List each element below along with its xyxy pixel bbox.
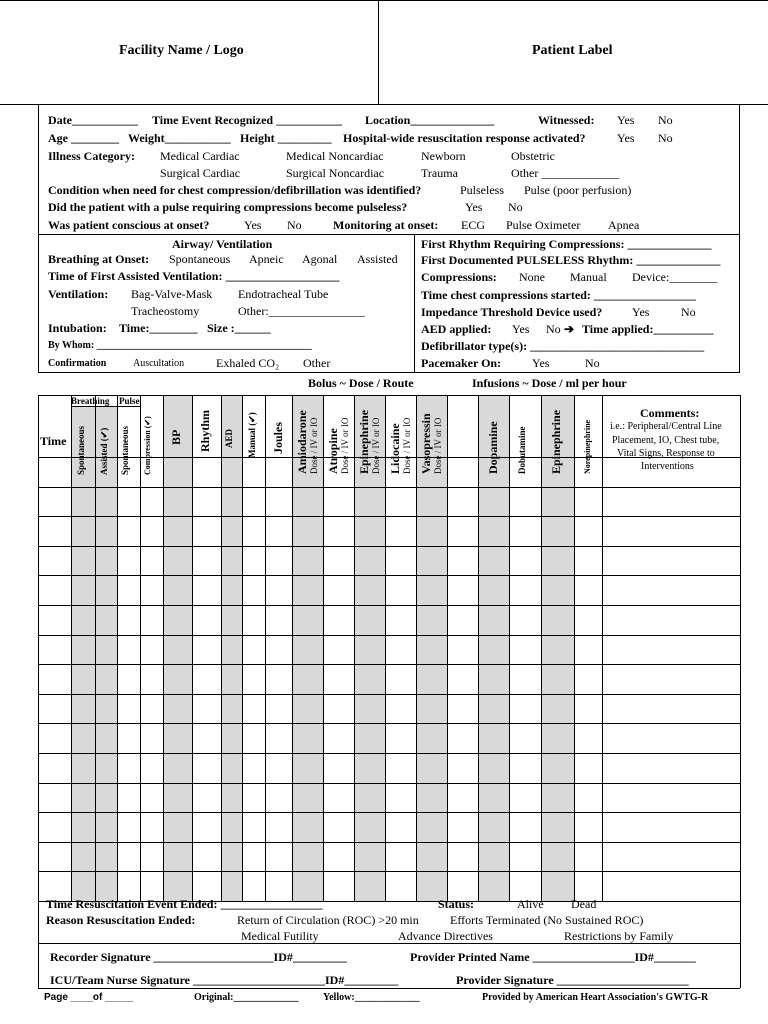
col-rhythm: Rhythm <box>198 409 212 452</box>
grid-column-line <box>95 395 96 901</box>
grid-column-line <box>38 395 39 901</box>
illness-newborn[interactable]: Newborn <box>421 149 466 163</box>
yellow-field[interactable]: Yellow:_____________ <box>323 992 420 1003</box>
grid-top-line <box>38 395 740 396</box>
grid-row-line <box>38 487 740 488</box>
col-atropine: Atropine <box>326 428 340 474</box>
col-dobutamine: Dobutamine <box>517 426 527 474</box>
grid-column-line <box>292 395 293 901</box>
grid-row-line <box>38 516 740 517</box>
by-whom-field[interactable]: By Whom: ___________________________________________ <box>48 340 312 351</box>
first-rhythm-field[interactable]: First Rhythm Requiring Compressions: ______________ <box>421 237 712 251</box>
confirmation-other[interactable]: Other <box>303 356 331 370</box>
time-compressions-field[interactable]: Time chest compressions started: _________________ <box>421 288 696 302</box>
grid-row-line <box>38 753 740 754</box>
grid-row-line <box>38 605 740 606</box>
intubation-time[interactable]: Time:________ <box>119 321 198 335</box>
col-dopamine: Dopamine <box>486 421 500 474</box>
col-lidocaine-route: Dose / IV or IO <box>402 417 412 474</box>
signature-top-border <box>38 943 740 944</box>
conscious-question: Was patient conscious at onset? <box>48 218 210 232</box>
col-atropine-route: Dose / IV or IO <box>340 417 350 474</box>
comments-hint-1: i.e.: Peripheral/Central Line <box>610 421 722 432</box>
weight-field[interactable]: Weight___________ <box>128 131 231 145</box>
illness-category-label: Illness Category: <box>48 149 135 163</box>
time-ended-field[interactable]: Time Resuscitation Event Ended: _________________ <box>46 897 323 911</box>
col-amiodarone-route: Dose / IV or IO <box>309 417 319 474</box>
illness-surgical-cardiac[interactable]: Surgical Cardiac <box>160 166 241 180</box>
grid-column-line <box>242 395 243 901</box>
grid-column-line <box>478 395 479 901</box>
confirmation-exhaled[interactable]: Exhaled CO₂ <box>216 356 280 370</box>
col-bp: BP <box>169 429 183 445</box>
aed-applied-no[interactable]: No <box>546 322 561 336</box>
itd-no[interactable]: No <box>681 305 696 319</box>
grid-row-line <box>38 723 740 724</box>
shaded-column <box>221 395 242 901</box>
grid-row-line <box>38 664 740 665</box>
illness-medical-noncardiac[interactable]: Medical Noncardiac <box>286 149 384 163</box>
col-vasopressin-route: Dose / IV or IO <box>433 417 443 474</box>
signature-right-border <box>740 943 741 988</box>
breathing-onset-label: Breathing at Onset: <box>48 252 150 266</box>
pacemaker-no[interactable]: No <box>585 356 600 370</box>
condition-question: Condition when need for chest compression/defibrillation was identified? <box>48 183 422 197</box>
grid-column-line <box>541 395 542 901</box>
breathing-spontaneous[interactable]: Spontaneous <box>169 252 231 266</box>
grid-column-line <box>447 395 448 901</box>
status-label: Status: <box>438 897 475 911</box>
compressions-label: Compressions: <box>421 270 497 284</box>
aed-applied-label: AED applied: <box>421 322 492 336</box>
reason-futility[interactable]: Medical Futility <box>241 929 319 943</box>
grid-row-line <box>38 812 740 813</box>
intubation-label: Intubation: <box>48 321 107 335</box>
col-aed: AED <box>224 428 234 448</box>
col-breathing-spontaneous: Spontaneous <box>76 425 86 475</box>
became-pulseless-yes[interactable]: Yes <box>465 200 483 214</box>
witnessed-label: Witnessed: <box>538 113 595 127</box>
col-epinephrine-route: Dose / IV or IO <box>371 417 381 474</box>
grid-column-line <box>323 395 324 901</box>
grid-row-line <box>38 842 740 843</box>
grid-column-line <box>509 395 510 901</box>
bolus-header: Bolus ~ Dose / Route <box>308 376 414 390</box>
illness-trauma[interactable]: Trauma <box>421 166 458 180</box>
grid-column-line <box>71 395 72 901</box>
icu-nurse-signature[interactable]: ICU/Team Nurse Signature ______________________ID#_________ <box>50 973 399 987</box>
grid-column-line <box>192 395 193 901</box>
reason-roc[interactable]: Return of Circulation (ROC) >20 min <box>237 913 419 927</box>
compressions-device[interactable]: Device:________ <box>632 270 718 284</box>
illness-surgical-noncardiac[interactable]: Surgical Noncardiac <box>286 166 385 180</box>
became-pulseless-question: Did the patient with a pulse requiring compressions become pulseless? <box>48 200 408 214</box>
ventilation-label: Ventilation: <box>48 287 109 301</box>
col-breathing-assisted: Assisted (✔) <box>99 427 109 475</box>
grid-column-line <box>416 395 417 901</box>
shaded-column <box>95 406 117 901</box>
provided-by: Provided by American Heart Association's GWTG-R <box>482 992 709 1003</box>
comments-title: Comments: <box>640 406 700 420</box>
illness-obstetric[interactable]: Obstetric <box>511 149 555 163</box>
compressions-manual[interactable]: Manual <box>570 270 607 284</box>
date-field[interactable]: Date___________ <box>48 113 138 127</box>
pacemaker-label: Pacemaker On: <box>421 356 502 370</box>
grid-row-line <box>38 783 740 784</box>
provider-printed-name[interactable]: Provider Printed Name _________________ID#_______ <box>410 950 696 964</box>
confirmation-auscultation[interactable]: Auscultation <box>133 358 185 369</box>
condition-pulseless[interactable]: Pulseless <box>460 183 505 197</box>
grid-group-line <box>71 406 140 407</box>
page-number[interactable]: Page ____of _____ <box>44 992 133 1003</box>
airway-title: Airway/ Ventilation <box>172 237 273 251</box>
status-dead[interactable]: Dead <box>571 897 597 911</box>
time-applied-field[interactable]: Time applied:__________ <box>582 322 714 336</box>
grid-column-line <box>354 395 355 901</box>
monitoring-ecg[interactable]: ECG <box>461 218 485 232</box>
footer-right-border <box>740 901 741 943</box>
reason-advance[interactable]: Advance Directives <box>398 929 493 943</box>
shaded-column <box>163 395 192 901</box>
provider-signature[interactable]: Provider Signature ______________________ <box>456 973 689 987</box>
time-event-field[interactable]: Time Event Recognized ___________ <box>152 113 343 127</box>
breathing-agonal[interactable]: Agonal <box>302 252 338 266</box>
ventilation-trach[interactable]: Tracheostomy <box>131 304 200 318</box>
facility-name: Facility Name / Logo <box>119 43 244 58</box>
first-assisted-field[interactable]: Time of First Assisted Ventilation: ___________________ <box>48 269 340 283</box>
grid-column-line <box>602 395 603 901</box>
witnessed-no[interactable]: No <box>658 113 673 127</box>
hospital-wide-no[interactable]: No <box>658 131 673 145</box>
hospital-wide-question: Hospital-wide resuscitation response activated? <box>343 131 586 145</box>
signature-left-border <box>38 943 39 988</box>
original-field[interactable]: Original:_____________ <box>194 992 299 1003</box>
ventilation-ett[interactable]: Endotracheal Tube <box>238 287 329 301</box>
col-lidocaine: Lidocaine <box>388 423 402 474</box>
col-epinephrine-infusion: Epinephrine <box>549 409 563 474</box>
reason-label: Reason Resuscitation Ended: <box>46 913 196 927</box>
pacemaker-yes[interactable]: Yes <box>532 356 550 370</box>
status-alive[interactable]: Alive <box>517 897 544 911</box>
col-manual: Manual (✔) <box>247 412 257 458</box>
grid-row-line <box>38 635 740 636</box>
grid-row-line <box>38 871 740 872</box>
itd-question: Impedance Threshold Device used? <box>421 305 603 319</box>
col-norepinephrine: Norepinephrine <box>583 419 592 474</box>
shaded-column <box>71 406 95 901</box>
witnessed-yes[interactable]: Yes <box>617 113 635 127</box>
grid-column-line <box>117 395 118 901</box>
compressions-none[interactable]: None <box>519 270 545 284</box>
col-time: Time <box>40 434 67 448</box>
grid-row-line <box>38 694 740 695</box>
location-field[interactable]: Location______________ <box>365 113 495 127</box>
confirmation-label: Confirmation <box>48 358 107 369</box>
arrow-icon: ➔ <box>564 322 575 336</box>
illness-medical-cardiac[interactable]: Medical Cardiac <box>160 149 240 163</box>
conscious-no[interactable]: No <box>287 218 302 232</box>
comments-hint-2: Placement, IO, Chest tube, <box>612 435 720 446</box>
monitoring-pulse-ox[interactable]: Pulse Oximeter <box>506 218 581 232</box>
footer-left-border <box>38 901 39 943</box>
illness-other[interactable]: Other _____________ <box>511 166 620 180</box>
comments-hint-4: Interventions <box>641 461 694 472</box>
hospital-wide-yes[interactable]: Yes <box>617 131 635 145</box>
infusion-header: Infusions ~ Dose / ml per hour <box>472 376 627 390</box>
ventilation-other[interactable]: Other:________________ <box>238 304 365 318</box>
condition-pulse-poor[interactable]: Pulse (poor perfusion) <box>524 183 632 197</box>
grid-column-line <box>221 395 222 901</box>
grid-row-line <box>38 546 740 547</box>
group-pulse: Pulse <box>119 396 140 406</box>
signature-bottom-border <box>38 988 740 989</box>
col-epinephrine: Epinephrine <box>357 409 371 474</box>
col-compression: Compression (✔) <box>143 416 152 475</box>
grid-column-line <box>740 395 741 901</box>
aed-applied-yes[interactable]: Yes <box>512 322 530 336</box>
grid-column-line <box>265 395 266 901</box>
monitoring-apnea[interactable]: Apnea <box>608 218 640 232</box>
col-amiodarone: Amiodarone <box>295 410 309 474</box>
grid-column-line <box>385 395 386 901</box>
itd-yes[interactable]: Yes <box>632 305 650 319</box>
col-vasopressin: Vasopressin <box>419 413 433 474</box>
height-field[interactable]: Height _________ <box>240 131 332 145</box>
grid-row-line <box>38 575 740 576</box>
reason-restrictions[interactable]: Restrictions by Family <box>564 929 674 943</box>
grid-column-line <box>140 395 141 901</box>
col-pulse-spontaneous: Spontaneous <box>120 425 130 475</box>
reason-efforts[interactable]: Efforts Terminated (No Sustained ROC) <box>450 913 644 927</box>
became-pulseless-no[interactable]: No <box>508 200 523 214</box>
group-breathing: Breathing <box>71 396 110 406</box>
header-divider <box>378 0 379 104</box>
col-joules: Joules <box>271 421 285 454</box>
airway-rhythm-divider <box>414 234 415 373</box>
breathing-apneic[interactable]: Apneic <box>249 252 284 266</box>
defib-type-field[interactable]: Defibrillator type(s): _____________________________ <box>421 339 705 353</box>
ventilation-bvm[interactable]: Bag-Valve-Mask <box>131 287 213 301</box>
first-pulseless-field[interactable]: First Documented PULSELESS Rhythm: ______________ <box>421 253 721 267</box>
monitoring-label: Monitoring at onset: <box>333 218 439 232</box>
grid-column-line <box>574 395 575 901</box>
recorder-signature[interactable]: Recorder Signature ____________________ID#_________ <box>50 950 347 964</box>
patient-label: Patient Label <box>532 43 613 58</box>
breathing-assisted[interactable]: Assisted <box>357 252 398 266</box>
grid-column-line <box>163 395 164 901</box>
intubation-size[interactable]: Size :______ <box>207 321 271 335</box>
comments-hint-3: Vital Signs, Response to <box>617 448 715 459</box>
conscious-yes[interactable]: Yes <box>244 218 262 232</box>
age-field[interactable]: Age ________ <box>48 131 119 145</box>
header-top-border <box>0 0 768 1</box>
